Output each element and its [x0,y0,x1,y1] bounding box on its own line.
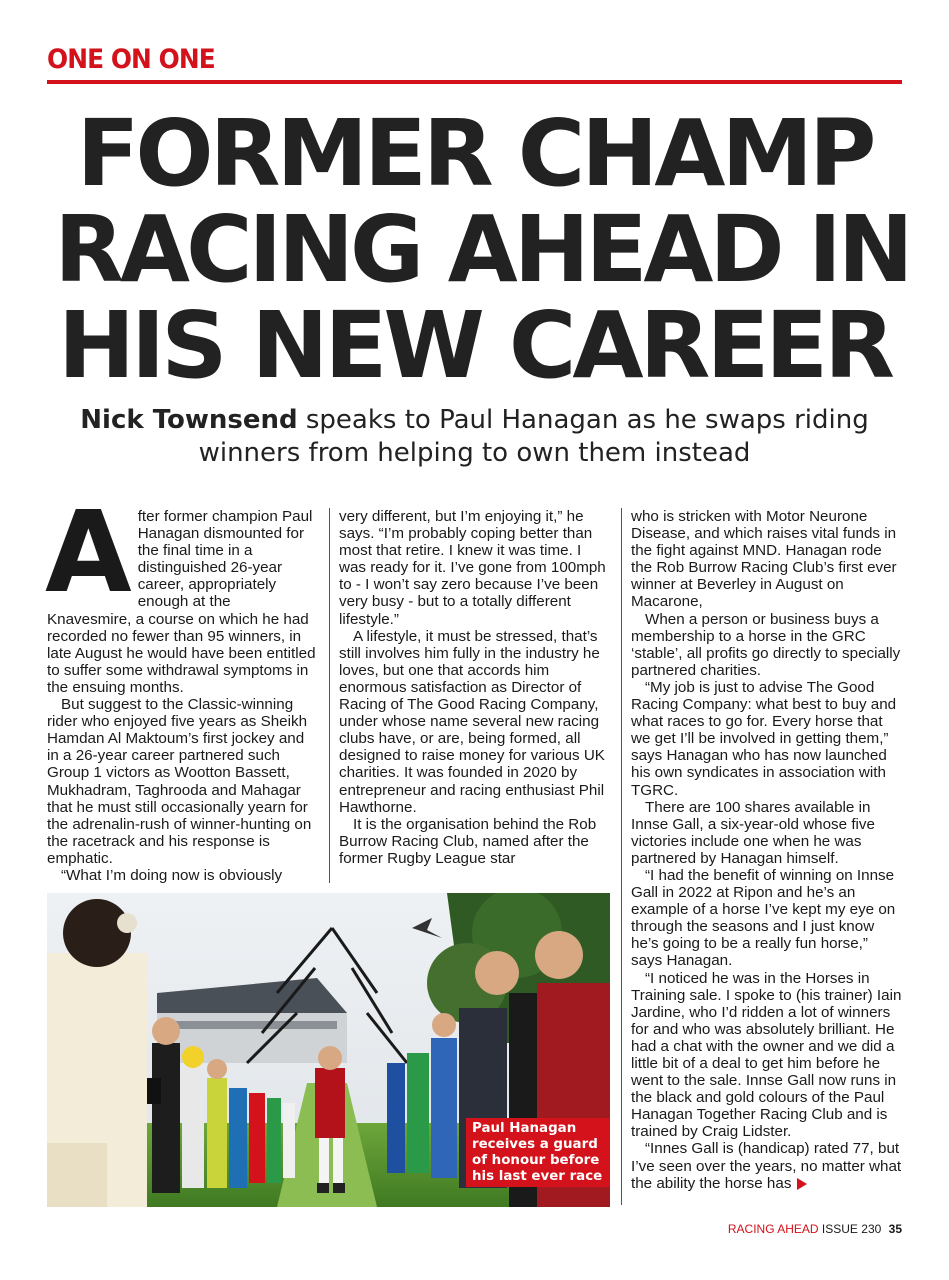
paragraph [631,1140,903,1191]
paragraph: “My job is just to advise The Good Racing Company: what best to buy and what races to go for. Every horse that we get I’ll be involved in getting them,” says Hanagan who has now launched his own syndicates in association with TGRC. [631,678,897,799]
paragraph: “I had the benefit of winning on Innse Gall in 2022 at Ripon and he’s an example of a horse I’ve kept my eye on through the seasons and I just know he’s going to be a really fun horse,” says Hanagan. [631,866,896,970]
column-divider [329,508,330,883]
page-footer [728,1222,902,1236]
paragraph: fter former champion Paul Hanagan dismounted for the final time in a distinguished 26-year career, appropriately enough at the Knavesmire, a course on which he had recorded no fewer than 95 winners, in late August he would have been entitled to suffer some withdrawal symptoms in the ensuing months. [47,508,316,696]
paragraph: very different, but I’m enjoying it,” he says. “I’m probably coping better than most that retire. I knew it was time. I was ready for it. I’ve gone from 100mph to - I won’t say zero because I’ve been very busy - but to a totally different lifestyle.” [339,508,606,628]
issue-number: ISSUE 230 [821,1222,882,1236]
headline-line-3: HIS NEW CAREER [58,292,891,399]
paragraph: There are 100 shares available in Innse Gall, a six-year-old whose five victories include one when he was partnered by Hanagan himself. [631,798,875,867]
headline-line-1: FORMER CHAMP [76,100,873,207]
publication-name: RACING AHEAD [727,1222,819,1236]
article-column-1 [45,488,317,884]
section-label: ONE ON ONE [47,44,215,75]
paragraph: A lifestyle, it must be stressed, that’s still involves him fully in the industry he loves, but one that accords him enormous satisfaction as Director of Racing of The Good Racing Company, under whose name several new racing clubs have, or are, being formed, all designed to raise money for various UK charities. It was founded in 2020 by entrepreneur and racing enthusiast Phil Hawthorne. [339,627,605,816]
article-column-3 [631,508,903,1192]
paragraph-text: “Innes Gall is (handicap) rated 77, but I’ve seen over the years, no matter what the ability the horse has [631,1140,902,1192]
author-name: Nick Townsend [80,405,298,435]
section-rule [47,80,902,84]
headline [47,100,910,399]
paragraph: “I noticed he was in the Horses in Training sale. I spoke to (his trainer) Iain Jardine, who I’d ridden a lot of winners for and who was absolutely brilliant. He had a chat with the owner and we did a little bit of a deal to get him before he went to the sale. Innse Gall now runs in the black and gold colours of the Paul Hanagan Together Racing Club and is trained by Craig Lidster. [631,969,902,1141]
paragraph: “What I’m doing now is obviously [61,866,283,884]
page-number: 35 [888,1222,902,1236]
paragraph: But suggest to the Classic-winning rider who enjoyed five years as Sheikh Hamdan Al Maktoum’s first jockey and in a 26-year career partnered such Group 1 victors as Wootton Bassett, Mukhadram, Taghrooda and Mahagar that he must still occasionally yearn for the adrenalin-rush of winner-hunting on the racetrack and his response is emphatic. [47,696,312,867]
paragraph: When a person or business buys a membership to a horse in the GRC ‘stable’, all profits go directly to specially partnered charities. [631,610,901,679]
paragraph: It is the organisation behind the Rob Burrow Racing Club, named after the former Rugby League star [339,815,597,867]
paragraph: who is stricken with Motor Neurone Disease, and which raises vital funds in the fight against MND. Hanagan rode the Rob Burrow Racing Club’s first ever winner at Beverley in August on Macarone, [631,508,897,611]
arrow-right-icon [797,1178,807,1190]
article-column-2 [339,508,607,867]
standfirst [47,404,902,470]
headline-line-2: RACING AHEAD IN [54,196,910,303]
column-divider [621,508,622,1205]
drop-cap: A [45,488,132,618]
photo-caption: Paul Hanagan receives a guard of honour before his last ever race [466,1118,610,1187]
standfirst-text: speaks to Paul Hanagan as he swaps riding winners from helping to own them instead [198,405,869,468]
